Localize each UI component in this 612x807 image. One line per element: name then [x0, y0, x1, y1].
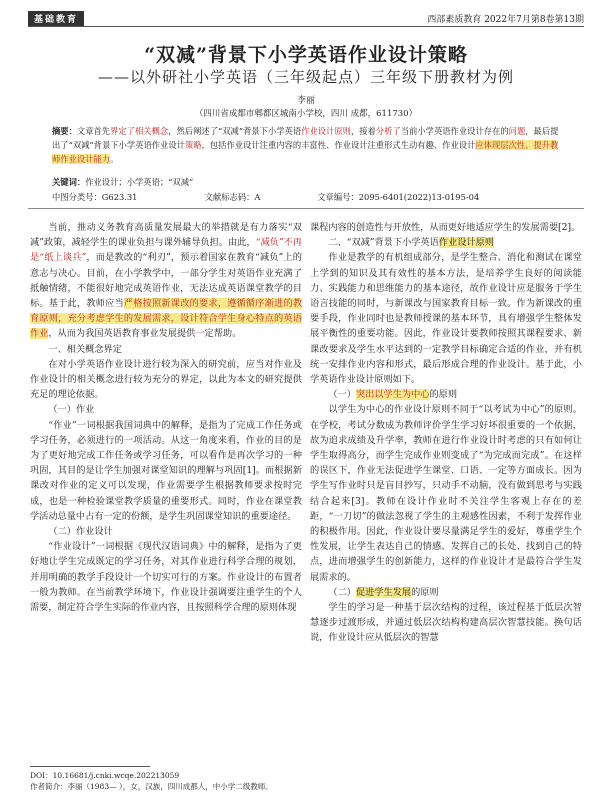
subsection-heading: （二）作业设计: [48, 526, 113, 538]
body-paragraph: 在对小学英语作业设计进行较为深入的研究前，应当对作业及作业设计的相关概念进行较为充分的界定，以此为本文的研究提供充足的理论依据。: [30, 358, 302, 401]
paper-subtitle: ——以外研社小学英语（三年级起点）三年级下册教材为例: [97, 68, 514, 86]
keywords-label: 关键词：: [52, 177, 86, 187]
clc-number: 中图分类号：G623.31: [52, 192, 138, 202]
abstract-text: 文章首先: [76, 126, 111, 136]
author-affiliation: （四川省成都市郫都区城南小学校，四川 成都，611730）: [194, 109, 418, 119]
running-header: [28, 10, 584, 27]
body-paragraph: 学生的学习是一种基于层次结构的过程，该过程基于低层次智慧逐步过渡形成，并通过低层次结构构建高层次智慧技能。换句话说，作业设计应从低层次的智慧: [310, 602, 582, 644]
abstract-text: ，然后阐述了“双减”背景下小学英语: [168, 126, 302, 136]
divider: [28, 208, 584, 209]
article-meta: [52, 191, 560, 203]
body-paragraph: 以学生为中心的作业设计原则不同于“以考试为中心”的原则。在学校，考试分数成为教师评价学生学习好坏很重要的一个依据，故为追求成绩及升学率，教师在进行作业设计时考虑的只有如何让学生取得高分，而学生完成作业则变成了“为完成而完成”。在这样的误区下，作业无法促进学生课堂、口语、一定等方面成长。因为学生写作业时只是盲目抄写，只动手不动脑，没有做到思考与实践结合起来[3]。教师在设计作业时不关注学生客观上存在的差距，“一刀切”的做法忽视了学生的主观感性因素，不利于发挥作业的积极作用。因此，作业设计要尽量满足学生的爱好，尊重学生个性发展，让学生表达自己的情感、发挥自己的长处、找到自己的特点，进而增强学生的创新能力，这样的作业设计才是最符合学生发展需求的。: [310, 404, 582, 583]
section-tag: 基础教育: [28, 11, 84, 26]
subsection-heading: （二）促进学生发展的原则: [328, 586, 439, 598]
abstract-highlight: 作业设计原则: [301, 126, 351, 136]
article-number: 文章编号：2095-6401(2022)13-0195-04: [317, 192, 480, 202]
abstract-text: 。: [110, 154, 119, 164]
highlight-text: 作业设计原则: [438, 237, 494, 249]
abstract-text: ，包括作业设计注重内容的丰富性、作业设计注重形式生动有趣、作业设计: [201, 140, 476, 150]
body-paragraph: 课程内容的创造性与开放性，从而更好地适应学生的发展需要[2]。: [310, 222, 581, 233]
highlight-text: 严格按照新课改的要求，遵循循序渐进的教育原则，充分考虑学生的发展需求，设计符合学生身心特点的英语作业: [30, 298, 303, 340]
abstract-highlight: 分析了: [375, 126, 401, 136]
left-column: [30, 220, 302, 615]
section-heading: 一、相关概念界定: [48, 343, 122, 355]
document-code: 文献标志码：A: [204, 192, 261, 202]
right-column: [310, 220, 582, 646]
abstract-highlight: 策略: [184, 140, 202, 150]
paper-title: “双减”背景下小学英语作业设计策略: [144, 44, 468, 66]
highlight-text: “减负”不再是“纸上谈兵”: [30, 237, 302, 264]
author-bio: 作者简介：李丽（1983— ），女，汉族，四川成都人，中小学二级教师。: [30, 782, 273, 791]
abstract: [52, 124, 560, 166]
footnote-divider: [30, 766, 150, 767]
body-paragraph: “作业”一词根据我国词典中的解释，是指为了完成工作任务或学习任务，必须进行的一项活动。从这一角度来看，作业的目的是为了更好地完成工作任务或学习任务，可以看作是再次学习的一种巩固，其目的是让学生加强对课堂知识的理解与巩固[1]。而根据新课改对作业的定义可以发现，作业需要学生根据教师要求按时完成，也是一种检验课堂教学质量的重要形式。同时，作业在课堂教学活动总量中占有一定的份额，是学生巩固课堂知识的重要途径。: [30, 419, 302, 522]
journal-info: 西部素质教育 2022年7月第8卷第13期: [427, 15, 584, 25]
highlight-text: 突出以学生为中心: [355, 389, 430, 401]
abstract-text: ，最后提出了“双减”背景下小学英语作业设计: [52, 126, 559, 150]
abstract-highlight: 界定了相关概念: [110, 126, 169, 136]
body-paragraph: 作业是教学的有机组成部分，是学生整合、消化和测试在课堂上学到的知识及其有效性的基本方法，是培养学生良好的阅读能力、实践能力和思维能力的基本途径，故作业设计应是服务于学生语言技能的同时，与新课改与国家教育目标一致。作为新课改的重要手段，作业同时也是教师授课的基本环节，具有增强学生整体发展平衡性的重要功能。因此，作业设计要教师按照其课程要求、新课改要求及学生水平达到的一定教学目标确定合适的作业，并有机统一安排作业内容和形式，最后形成合理的作业设计。基于此，小学英语作业设计原则如下。: [310, 252, 582, 386]
section-heading: 二、“双减”背景下小学英语作业设计原则: [328, 237, 494, 249]
abstract-text: ，接着: [350, 126, 376, 136]
keywords: [52, 176, 560, 188]
abstract-label: 摘要：: [52, 126, 77, 136]
abstract-text: 当前小学英语作业设计存在的: [400, 126, 509, 136]
body-paragraph: 当前，推动义务教育高质量发展最大的举措就是有力落实“双减”政策，减轻学生的课业负担与课外辅导负担。由此，“减负”不再是“纸上谈兵”，而是教改的“利刃”，预示着国家在教育“减负”上的意志与决心。目前，在小学教学中，一部分学生对英语作业充满了抵触情绪，不能很好地完成英语作业，无法达成英语课堂教学的目标。基于此，教师应当严格按照新课改的要求，遵循循序渐进的教育原则，充分考虑学生的发展需求，设计符合学生身心特点的英语作业，从而为我国英语教育事业发展提供一定帮助。: [30, 222, 303, 340]
highlight-text: 促进学生发展: [355, 586, 412, 598]
abstract-highlight: 应体现层次性、提升教师作业设计能力: [52, 140, 559, 164]
abstract-highlight: 问题: [508, 126, 526, 136]
author-name: 李丽: [296, 96, 315, 106]
footnote: [30, 770, 273, 792]
doi: DOI：10.16681/j.cnki.wcqe.202213059: [30, 771, 180, 780]
subsection-heading: （一）突出以学生为中心的原则: [328, 389, 458, 401]
subsection-heading: （一）作业: [48, 404, 95, 416]
body-paragraph: “作业设计”一词根据《现代汉语词典》中的解释，是指为了更好地让学生完成既定的学习任务，对其作业进行科学合理的规划，并用明确的教学手段设计一个切实可行的方案。作业设计的布置者一般为教师。在当前教学环境下，作业设计强调要注重学生的个人需要，制定符合学生实际的作业内容，且按照科学合理的原则体现: [30, 541, 302, 614]
keywords-text: 作业设计；小学英语；“双减”: [85, 177, 194, 187]
